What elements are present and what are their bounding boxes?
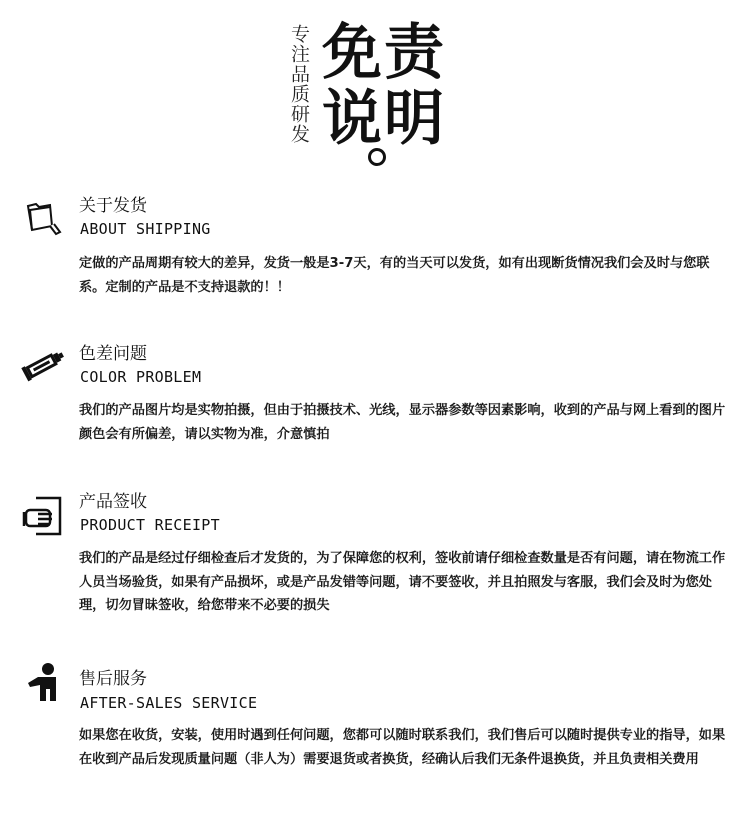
receipt-hand-icon	[22, 494, 66, 538]
service-person-icon	[24, 661, 68, 705]
title-line-2-wrap	[322, 86, 472, 152]
section-body: 我们的产品是经过仔细检查后才发货的，为了保障您的权利，签收前请仔细检查数量是否有问题，请在物流工作人员当场验货，如果有产品损坏，或是产品发错等问题，请不要签收，并且拍照发与客服，我们会及时为您处理，切勿冒昧签收，给您带来不必要的损失	[79, 551, 726, 613]
section-body: 我们的产品图片均是实物拍摄，但由于拍摄技术、光线，显示器参数等因素影响，收到的产品与网上看到的图片颜色会有所偏差，请以实物为准，介意慎拍	[79, 403, 726, 442]
header	[0, 20, 750, 180]
title-line-2: 说明	[322, 84, 446, 154]
section-title: 产品签收	[79, 492, 147, 512]
section-receipt	[0, 488, 750, 618]
section-after-sales	[0, 667, 750, 807]
section-title-en: ABOUT SHIPPING	[80, 220, 211, 238]
title-line-1: 免责	[322, 18, 446, 88]
section-title-en: AFTER-SALES SERVICE	[80, 694, 258, 712]
paint-tube-icon	[20, 342, 64, 386]
section-title-en: PRODUCT RECEIPT	[80, 516, 220, 534]
title-period-circle	[368, 148, 386, 166]
section-title: 关于发货	[79, 196, 147, 216]
section-body: 定做的产品周期有较大的差异，发货一般是3-7天，有的当天可以发货，如有出现断货情况我们会及时与您联系。定制的产品是不支持退款的！！	[79, 256, 710, 295]
page-title	[322, 20, 472, 152]
section-color	[0, 340, 750, 450]
section-body: 如果您在收货，安装，使用时遇到任何问题，您都可以随时联系我们，我们售后可以随时提供专业的指导，如果在收到产品后发现质量问题（非人为）需要退货或者换货，经确认后我们无条件退换货，并且负责相关费用	[79, 728, 726, 767]
section-title: 售后服务	[79, 669, 147, 689]
section-title-en: COLOR PROBLEM	[80, 368, 202, 386]
folder-icon	[22, 196, 66, 240]
section-title: 色差问题	[79, 344, 147, 364]
header-subtitle: 专注品质研发	[288, 24, 310, 144]
section-shipping	[0, 190, 750, 300]
